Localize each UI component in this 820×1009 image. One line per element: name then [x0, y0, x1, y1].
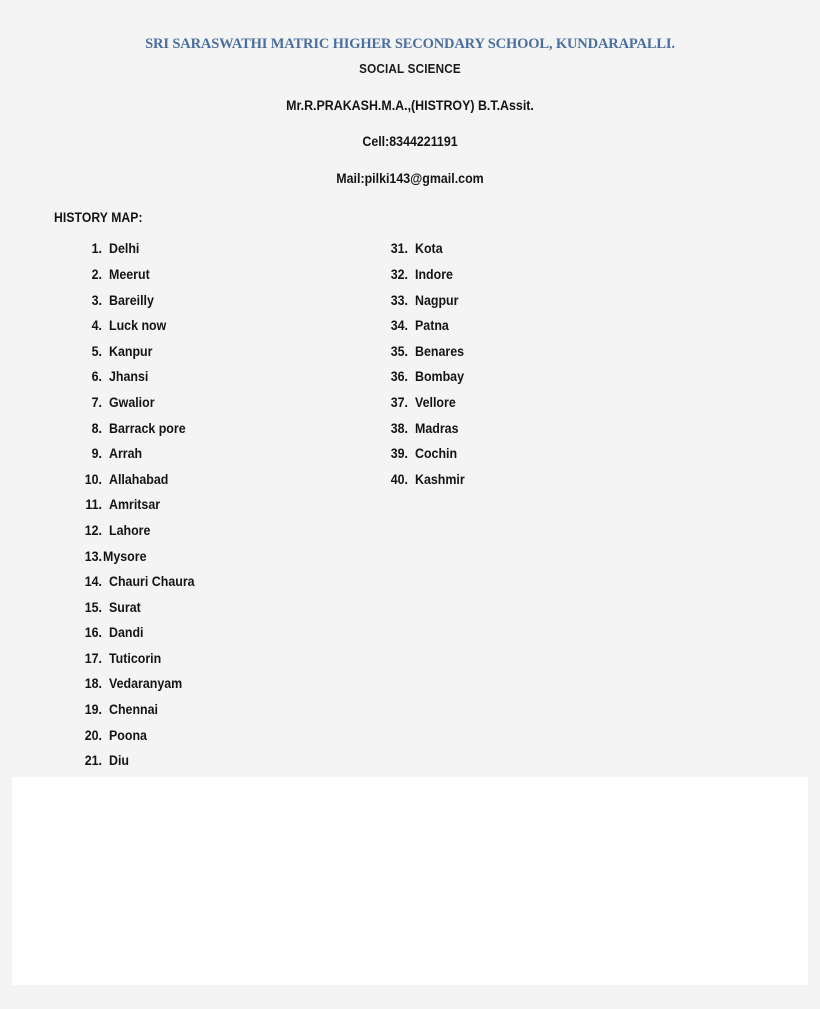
list-item-number: 38. [390, 420, 408, 436]
list-item-number: 11. [85, 497, 102, 513]
list-item-label: Surat [109, 599, 141, 615]
list-item-label: Gwalior [109, 394, 155, 410]
list-item-number: 35. [390, 343, 408, 359]
list-item [72, 676, 202, 702]
list-item-number: 9. [91, 446, 102, 462]
list-item [72, 728, 202, 754]
list-item-label: Bombay [415, 369, 465, 385]
list-item [72, 318, 202, 344]
list-item-label: Delhi [109, 241, 140, 257]
list-item [72, 523, 202, 549]
list-item [72, 497, 202, 523]
list-item-number: 20. [84, 727, 102, 743]
list-item-number: 13. [84, 548, 102, 564]
list-item-label: Arrah [109, 446, 143, 462]
list-item [72, 600, 202, 626]
contact-email-line: Mail:pilki143@gmail.com [336, 171, 484, 187]
list-item [72, 241, 202, 267]
list-item-label: Barrack pore [109, 420, 186, 436]
history-map-list-left-column [72, 241, 202, 775]
list-item [72, 421, 202, 447]
history-map-list-right-column [378, 241, 469, 497]
list-item [378, 472, 469, 498]
list-item [72, 293, 202, 319]
list-item-label: Amritsar [109, 497, 161, 513]
subject-heading: SOCIAL SCIENCE [359, 61, 461, 77]
history-map-list [0, 241, 820, 775]
list-item-number: 31. [390, 241, 408, 257]
list-item-label: Vedaranyam [109, 676, 183, 692]
school-name-heading: SRI SARASWATHI MATRIC HIGHER SECONDARY SCHOOL, KUNDARAPALLI. [145, 36, 675, 52]
list-item [378, 344, 469, 370]
list-item [72, 395, 202, 421]
list-item-label: Lahore [109, 522, 151, 538]
list-item-label: Bareilly [109, 292, 154, 308]
document-page-2 [12, 777, 808, 985]
list-item-label: Jhansi [109, 369, 149, 385]
contact-phone-line: Cell:8344221191 [362, 134, 458, 150]
list-item-label: Poona [109, 727, 147, 743]
list-item-number: 19. [84, 702, 102, 718]
list-item-number: 37. [390, 394, 408, 410]
list-item-number: 10. [84, 471, 102, 487]
list-item-number: 2. [91, 266, 102, 282]
list-item-number: 36. [390, 369, 408, 385]
list-item-number: 34. [390, 318, 408, 334]
list-item-number: 32. [390, 266, 408, 282]
list-item-label: Kashmir [415, 471, 465, 487]
list-item-number: 5. [91, 343, 102, 359]
list-item-number: 21. [84, 753, 102, 769]
list-item [72, 549, 202, 575]
list-item-label: Benares [415, 343, 465, 359]
list-item-label: Kanpur [109, 343, 153, 359]
list-item-label: Vellore [415, 394, 456, 410]
list-item [72, 574, 202, 600]
section-heading-history-map: HISTORY MAP: [54, 210, 143, 226]
list-item [378, 241, 469, 267]
list-item-label: Luck now [109, 318, 167, 334]
list-item [72, 625, 202, 651]
list-item [378, 395, 469, 421]
list-item-number: 3. [91, 292, 102, 308]
list-item-number: 14. [84, 574, 102, 590]
list-item [378, 421, 469, 447]
list-item-number: 4. [91, 318, 102, 334]
list-item [378, 446, 469, 472]
list-item-number: 16. [84, 625, 102, 641]
list-item [72, 369, 202, 395]
list-item-number: 7. [91, 394, 102, 410]
list-item-label: Meerut [109, 266, 150, 282]
list-item-number: 6. [91, 369, 102, 385]
list-item-label: Patna [415, 318, 449, 334]
document-header [0, 0, 820, 186]
list-item-label: Nagpur [415, 292, 459, 308]
teacher-name-line: Mr.R.PRAKASH.M.A.,(HISTROY) B.T.Assit. [286, 98, 534, 114]
list-item-number: 15. [84, 599, 102, 615]
list-item-label: Allahabad [109, 471, 169, 487]
list-item-label: Madras [415, 420, 459, 436]
list-item-number: 17. [84, 650, 102, 666]
list-item [72, 267, 202, 293]
list-item-number: 18. [84, 676, 102, 692]
list-item-label: Tuticorin [109, 650, 162, 666]
list-item-label: Mysore [103, 548, 147, 564]
list-item [72, 446, 202, 472]
list-item-label: Dandi [109, 625, 144, 641]
list-item [378, 318, 469, 344]
list-item-number: 40. [390, 471, 408, 487]
list-item [72, 651, 202, 677]
list-item-number: 8. [91, 420, 102, 436]
list-item [378, 267, 469, 293]
list-item [72, 753, 202, 775]
list-item-label: Chennai [109, 702, 159, 718]
list-item-label: Kota [415, 241, 443, 257]
list-item-label: Cochin [415, 446, 458, 462]
list-item-number: 39. [390, 446, 408, 462]
list-item-number: 1. [91, 241, 102, 257]
list-item [72, 702, 202, 728]
list-item-number: 33. [390, 292, 408, 308]
list-item [378, 369, 469, 395]
list-item [72, 344, 202, 370]
list-item-label: Diu [109, 753, 130, 769]
list-item-label: Chauri Chaura [109, 574, 195, 590]
list-item [378, 293, 469, 319]
list-item-label: Indore [415, 266, 453, 282]
list-item-number: 12. [84, 522, 102, 538]
list-item [72, 472, 202, 498]
